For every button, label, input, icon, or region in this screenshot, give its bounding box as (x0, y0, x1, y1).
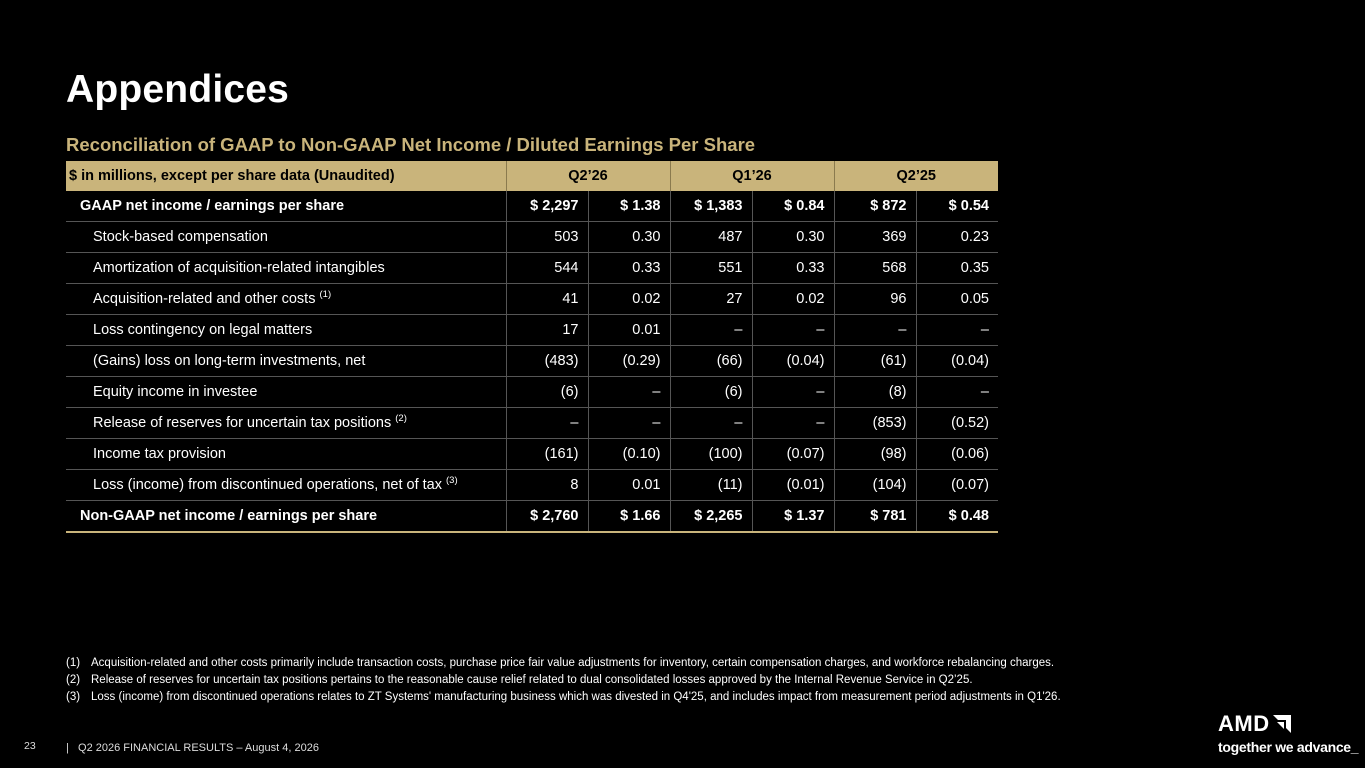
table-cell: (8) (834, 377, 916, 408)
table-cell: (0.01) (752, 470, 834, 501)
reconciliation-table (66, 161, 998, 533)
table-cell: 551 (670, 253, 752, 284)
table-cell: (161) (506, 439, 588, 470)
table-row (66, 191, 998, 222)
table-cell: 544 (506, 253, 588, 284)
row-label-text: GAAP net income / earnings per share (80, 198, 345, 214)
table-cell: (0.06) (916, 439, 998, 470)
table-cell: – (916, 315, 998, 346)
table-cell: $ 1.38 (588, 191, 670, 222)
table-cell: (483) (506, 346, 588, 377)
footnote-number: (2) (66, 674, 81, 686)
table-cell: $ 0.48 (916, 501, 998, 533)
table-header-row (66, 161, 998, 191)
table-row (66, 408, 998, 439)
table-cell: 503 (506, 222, 588, 253)
table-cell: (853) (834, 408, 916, 439)
table-cell: $ 0.84 (752, 191, 834, 222)
logo-tagline: together we advance_ (1218, 739, 1359, 755)
table-cell: 96 (834, 284, 916, 315)
table-cell: (66) (670, 346, 752, 377)
row-label (66, 191, 506, 222)
page-number: 23 (24, 740, 36, 752)
table-cell: (0.04) (752, 346, 834, 377)
table-row (66, 377, 998, 408)
table-row (66, 439, 998, 470)
logo-wordmark: AMD (1218, 711, 1270, 736)
amd-logo (1218, 711, 1359, 755)
table-cell: 487 (670, 222, 752, 253)
table-cell: 0.01 (588, 470, 670, 501)
table-cell: (6) (506, 377, 588, 408)
page-title: Appendices (66, 68, 290, 111)
table-cell: $ 781 (834, 501, 916, 533)
row-label-text: Income tax provision (93, 446, 226, 462)
table-cell: 369 (834, 222, 916, 253)
table-row (66, 315, 998, 346)
table-cell: 8 (506, 470, 588, 501)
table-cell: – (588, 377, 670, 408)
table-cell: – (752, 315, 834, 346)
table-cell: $ 1,383 (670, 191, 752, 222)
row-label-text: Loss (income) from discontinued operations, net of tax (93, 477, 442, 493)
table-cell: 0.33 (588, 253, 670, 284)
table-cell: 0.05 (916, 284, 998, 315)
row-label (66, 470, 506, 501)
row-label-text: Loss contingency on legal matters (93, 322, 313, 338)
table-cell: – (752, 408, 834, 439)
footnote (66, 672, 1061, 689)
footnote (66, 655, 1061, 672)
table-cell: 568 (834, 253, 916, 284)
table-cell: (104) (834, 470, 916, 501)
table-cell: (0.04) (916, 346, 998, 377)
table-cell: (0.29) (588, 346, 670, 377)
table-cell: – (670, 315, 752, 346)
table-cell: $ 1.66 (588, 501, 670, 533)
row-label (66, 346, 506, 377)
table-cell: (0.07) (752, 439, 834, 470)
footnote-ref: (1) (319, 289, 332, 300)
table-cell: 0.30 (588, 222, 670, 253)
footnote-number: (1) (66, 657, 81, 669)
table-cell: (0.07) (916, 470, 998, 501)
table-cell: (6) (670, 377, 752, 408)
footer-text: | Q2 2026 FINANCIAL RESULTS – August 4, 2026 (66, 742, 319, 754)
header-label: $ in millions, except per share data (Unaudited) (66, 161, 506, 191)
row-label (66, 315, 506, 346)
footnote-text: Acquisition-related and other costs primarily include transaction costs, purchase price fair value adjustments for inventory, certain compensation charges, and workforce rebalancing charges. (91, 657, 1055, 669)
row-label (66, 377, 506, 408)
row-label (66, 222, 506, 253)
table-cell: $ 2,760 (506, 501, 588, 533)
table-cell: – (588, 408, 670, 439)
table-cell: 0.30 (752, 222, 834, 253)
table-row (66, 284, 998, 315)
table-cell: – (670, 408, 752, 439)
page-subtitle: Reconciliation of GAAP to Non-GAAP Net Income / Diluted Earnings Per Share (66, 134, 756, 155)
table-row (66, 222, 998, 253)
row-label-text: Release of reserves for uncertain tax positions (93, 415, 392, 431)
table-row (66, 501, 998, 533)
footnote-number: (3) (66, 691, 81, 703)
row-label-text: Non-GAAP net income / earnings per share (80, 508, 378, 524)
header-period: Q2’26 (506, 161, 670, 191)
table-cell: 27 (670, 284, 752, 315)
table-cell: (0.52) (916, 408, 998, 439)
table-cell: 0.23 (916, 222, 998, 253)
footnote-text: Release of reserves for uncertain tax positions pertains to the reasonable cause relief related to dual consolidated losses approved by the Internal Revenue Service in Q2’25. (91, 674, 973, 686)
row-label-text: Stock-based compensation (93, 229, 268, 245)
row-label (66, 408, 506, 439)
table-cell: (98) (834, 439, 916, 470)
table-cell: $ 2,297 (506, 191, 588, 222)
table-cell: – (916, 377, 998, 408)
table-cell: – (752, 377, 834, 408)
amd-arrow-icon (1273, 715, 1291, 733)
table-cell: (0.10) (588, 439, 670, 470)
footnote-ref: (2) (395, 413, 407, 424)
row-label (66, 439, 506, 470)
table-cell: 0.02 (588, 284, 670, 315)
table-cell: 17 (506, 315, 588, 346)
footnote (66, 689, 1061, 706)
table-row (66, 253, 998, 284)
table-cell: 0.33 (752, 253, 834, 284)
table-cell: 0.01 (588, 315, 670, 346)
row-label-text: Acquisition-related and other costs (93, 291, 316, 307)
table-cell: (100) (670, 439, 752, 470)
header-period: Q1’26 (670, 161, 834, 191)
row-label-text: Equity income in investee (93, 384, 258, 400)
table-cell: (61) (834, 346, 916, 377)
row-label (66, 501, 506, 533)
table-row (66, 470, 998, 501)
row-label-text: (Gains) loss on long-term investments, net (93, 353, 366, 369)
table-cell: 0.02 (752, 284, 834, 315)
table-cell: – (506, 408, 588, 439)
footnote-ref: (3) (446, 475, 458, 486)
table-cell: $ 0.54 (916, 191, 998, 222)
table-cell: (11) (670, 470, 752, 501)
footnote-text: Loss (income) from discontinued operations relates to ZT Systems' manufacturing business which was divested in Q4'25, and includes impact from measurement period adjustments in Q1'26. (91, 691, 1061, 703)
table-cell: 0.35 (916, 253, 998, 284)
table-cell: – (834, 315, 916, 346)
row-label (66, 253, 506, 284)
header-period: Q2’25 (834, 161, 998, 191)
table-cell: $ 2,265 (670, 501, 752, 533)
footnotes (66, 655, 1061, 706)
row-label (66, 284, 506, 315)
row-label-text: Amortization of acquisition-related intangibles (93, 260, 385, 276)
table-cell: $ 1.37 (752, 501, 834, 533)
table-row (66, 346, 998, 377)
table-cell: $ 872 (834, 191, 916, 222)
table-cell: 41 (506, 284, 588, 315)
